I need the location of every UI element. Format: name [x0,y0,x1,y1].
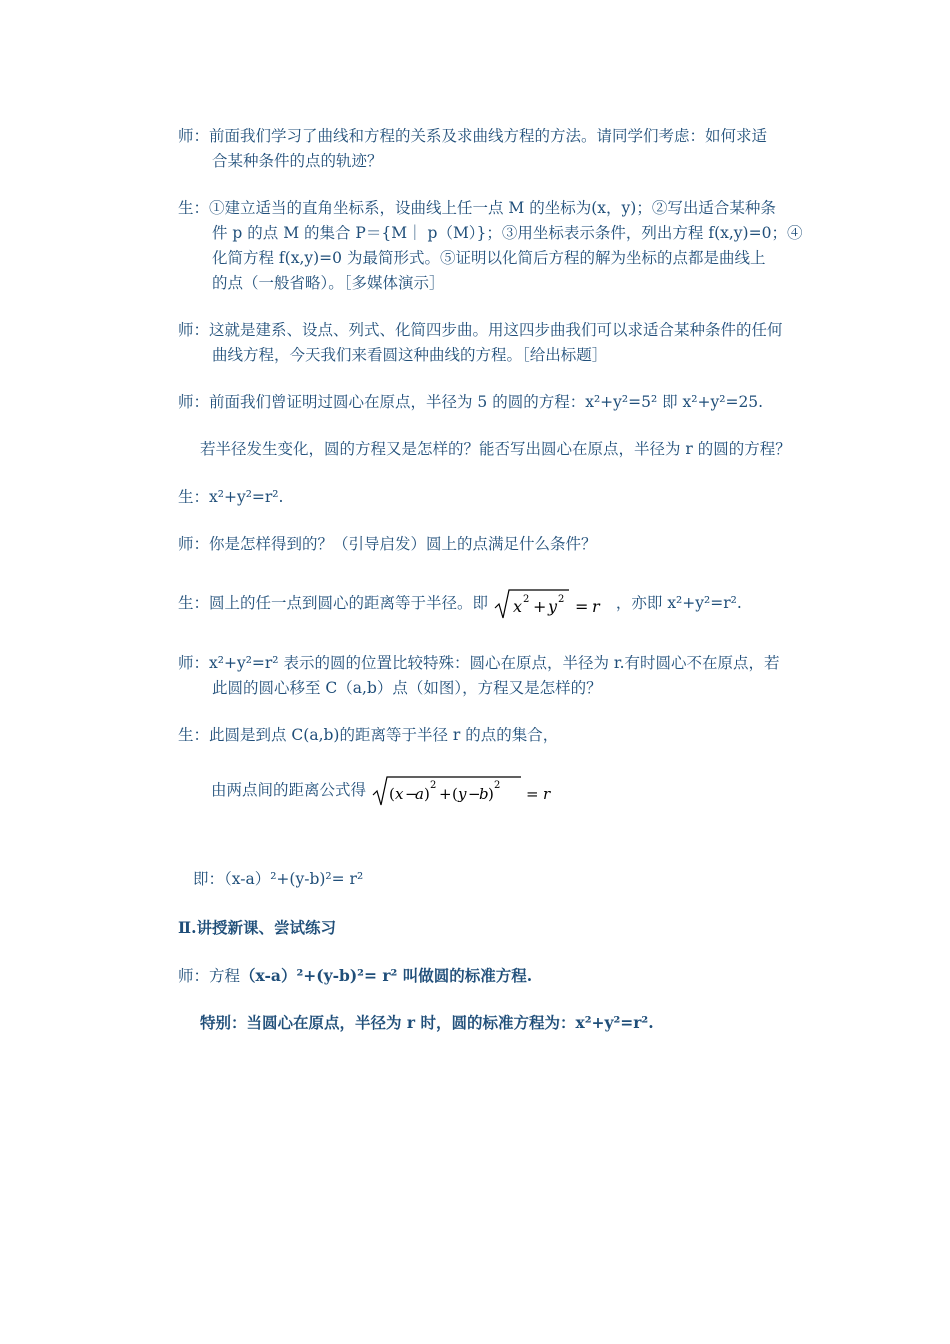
text-line: 师：这就是建系、设点、列式、化简四步曲。用这四步曲我们可以求适合某种条件的任何 [178,321,783,339]
paragraph-distance-formula [211,772,561,809]
text-segment: ，亦即 x²+y²=r². [615,594,742,612]
svg-text:2: 2 [557,594,565,605]
svg-text:y: y [457,785,467,803]
svg-text:x: x [394,785,404,803]
paragraph-teacher-intro [178,124,844,174]
paragraph-special-position [178,651,844,701]
svg-text:a: a [414,785,424,803]
text-line: 师：x²+y²=r² 表示的圆的位置比较特殊：圆心在原点，半径为 r.有时圆心不在原点，若 [178,654,780,672]
text-segment: 生：圆上的任一点到圆心的距离等于半径。即 [178,594,489,612]
svg-text:): ) [487,785,494,803]
svg-text:+: + [532,597,547,616]
text-line: 此圆的圆心移至 C（a,b）点（如图），方程又是怎样的？ [212,679,602,697]
svg-text:b: b [478,785,489,803]
svg-text:r: r [591,597,600,616]
paragraph-student-answer: 生：x²+y²=r². [178,488,284,506]
svg-text:=: = [574,597,589,616]
text-line: 曲线方程，今天我们来看圆这种曲线的方程。［给出标题］ [212,346,608,364]
paragraph-special-case: 特别：当圆心在原点，半径为 r 时，圆的标准方程为：x²+y²=r². [200,1013,654,1032]
svg-text:(: ( [388,785,395,803]
sqrt-formula-origin [493,586,611,622]
text-segment: 由两点间的距离公式得 [211,781,367,799]
text-line: 件 p 的点 M 的集合 P＝{M｜ p（M）}；③用坐标表示条件，列出方程 f(x,y)=0；④ [212,224,803,242]
paragraph-teacher-question: 师：你是怎样得到的？（引导启发）圆上的点满足什么条件？ [178,535,597,553]
svg-text:=: = [525,785,539,803]
text-line: 化简方程 f(x,y)=0 为最简形式。⑤证明以化简后方程的解为坐标的点都是曲线上 [212,249,766,267]
paragraph-point-set: 生：此圆是到点 C(a,b)的距离等于半径 r 的点的集合， [178,726,559,744]
sqrt-formula-general [371,773,561,809]
text-segment: 师：方程 [178,967,241,985]
svg-text:−: − [404,785,418,803]
paragraph-expanded-equation: 即：（x-a）²+(y-b)²= r² [193,870,364,888]
svg-text:): ) [423,785,430,803]
section-heading: Ⅱ.讲授新课、尝试练习 [178,918,336,937]
paragraph-radius-question: 若半径发生变化，圆的方程又是怎样的？能否写出圆心在原点，半径为 r 的圆的方程？ [200,440,791,458]
text-line: 师：前面我们学习了曲线和方程的关系及求曲线方程的方法。请同学们考虑：如何求适 [178,127,768,145]
svg-text:y: y [547,597,557,616]
text-line: 合某种条件的点的轨迹？ [212,152,383,170]
svg-text:(: ( [451,785,458,803]
paragraph-student-steps [178,196,844,296]
paragraph-standard-equation [178,963,532,989]
text-line: 生：①建立适当的直角坐标系，设曲线上任一点 M 的坐标为(x，y)；②写出适合某种条 [178,199,776,217]
svg-text:−: − [467,785,481,803]
text-segment-bold: （x-a）²+(y-b)²= r² 叫做圆的标准方程. [240,966,533,985]
svg-text:+: + [438,785,452,803]
text-line: 的点（一般省略）。［多媒体演示］ [212,274,445,292]
svg-text:2: 2 [429,780,437,791]
svg-text:r: r [542,785,551,803]
svg-text:x: x [512,597,522,616]
paragraph-four-steps [178,318,844,368]
svg-text:2: 2 [493,780,501,791]
svg-text:2: 2 [522,594,530,605]
paragraph-distance-origin [178,585,742,622]
paragraph-radius-five: 师：前面我们曾证明过圆心在原点，半径为 5 的圆的方程：x²+y²=5² 即 x²+y²=25. [178,393,764,411]
